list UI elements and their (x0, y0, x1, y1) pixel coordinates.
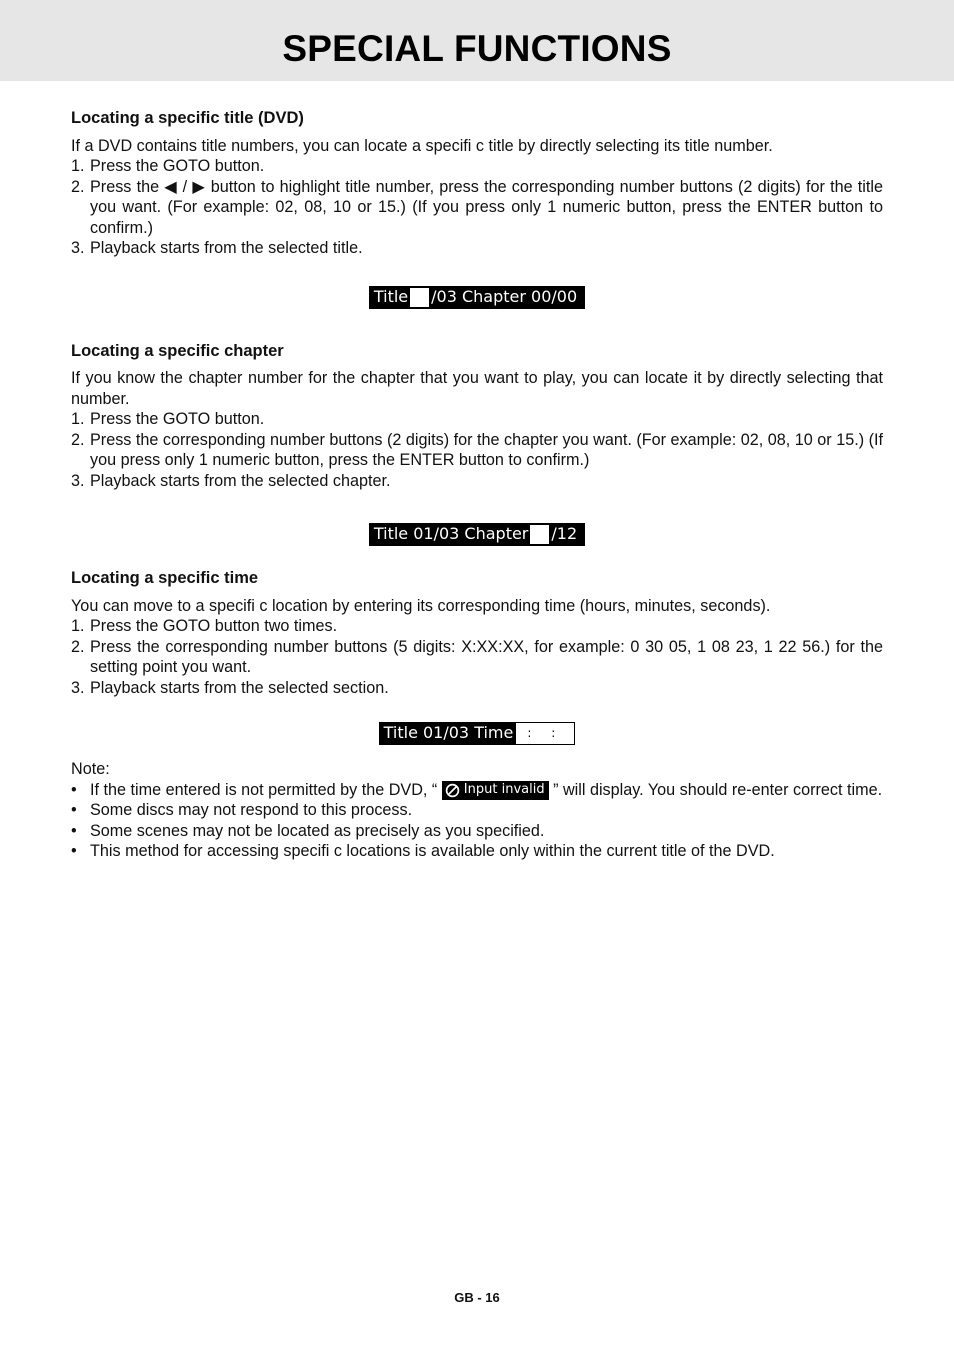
osd-label: Title 01/03 Chapter (373, 524, 529, 544)
section-intro: If a DVD contains title numbers, you can locate a specifi c title by directly selecting its title number. (71, 136, 773, 155)
step-number: 3. (71, 239, 85, 257)
step-item (71, 156, 883, 177)
badge-label: Input invalid (463, 781, 545, 797)
step-list (71, 156, 883, 259)
note-text: ” will display. You should re-enter correct time. (553, 780, 883, 799)
step-number: 2. (71, 637, 85, 656)
section-intro: You can move to a specifi c location by entering its corresponding time (hours, minutes, seconds). (71, 596, 771, 615)
osd-display-wrap (71, 286, 883, 309)
osd-input-field (410, 288, 429, 307)
osd-value: /03 Chapter 00/00 (431, 286, 578, 306)
step-text: Press the GOTO button. (90, 410, 265, 428)
note-item (71, 780, 883, 801)
bullet: • (71, 842, 77, 860)
osd-time-field: : : (516, 723, 574, 744)
step-number: 1. (71, 410, 85, 428)
step-number: 2. (71, 177, 85, 196)
note-list (71, 780, 883, 862)
step-item (71, 177, 883, 239)
osd-label: Title 01/03 Time (383, 723, 514, 743)
bullet: • (71, 821, 77, 840)
section-heading: Locating a specific chapter (71, 341, 284, 360)
osd-title-display (369, 286, 585, 309)
input-invalid-badge (442, 781, 549, 800)
page-title: SPECIAL FUNCTIONS (282, 28, 672, 69)
osd-input-field (530, 525, 549, 544)
note-text: Some discs may not respond to this process. (90, 801, 413, 819)
note-text: This method for accessing specifi c locations is available only within the current title of the DVD. (90, 842, 775, 860)
step-item (71, 430, 883, 471)
osd-display-wrap (71, 722, 883, 745)
bullet: • (71, 780, 77, 799)
page-content (71, 108, 883, 862)
step-text: Playback starts from the selected title. (90, 239, 363, 257)
step-number: 2. (71, 430, 85, 449)
step-number: 1. (71, 617, 85, 635)
page-number: GB - 16 (454, 1290, 500, 1305)
note-text: Some scenes may not be located as precisely as you specified. (90, 821, 545, 840)
step-item (71, 637, 883, 678)
step-number: 1. (71, 157, 85, 175)
bullet: • (71, 801, 77, 819)
note-item (71, 800, 883, 821)
osd-display-wrap (71, 523, 883, 546)
step-item (71, 471, 883, 492)
step-list (71, 616, 883, 698)
step-list (71, 409, 883, 491)
step-text: Press the corresponding number buttons (5 digits: X:XX:XX, for example: 0 30 05, 1 08 23, 1 22 56.) for the setting point you want. (90, 637, 883, 676)
step-number: 3. (71, 678, 85, 697)
step-text: Press the GOTO button. (90, 157, 265, 175)
prohibited-icon (445, 783, 460, 798)
step-text: Press the ◀ / ▶ button to highlight title number, press the corresponding number buttons (2 digits) for the title you want. (For example: 02, 08, 10 or 15.) (If you press only 1 numeric button, press the ENTER button to confirm.) (90, 177, 883, 237)
note-item (71, 841, 883, 862)
section-time-search (71, 568, 883, 745)
step-text: Press the corresponding number buttons (2 digits) for the chapter you want. (For example: 02, 08, 10 or 15.) (If you press only 1 numeric button, press the ENTER button to confirm.) (90, 430, 883, 469)
osd-label: Title (373, 286, 409, 306)
step-text: Playback starts from the selected section. (90, 678, 389, 697)
step-item (71, 616, 883, 637)
section-title-search (71, 108, 883, 309)
osd-time-display (379, 722, 576, 745)
step-item (71, 238, 883, 259)
note-item (71, 821, 883, 842)
note-label: Note: (71, 760, 110, 778)
section-heading: Locating a specific title (DVD) (71, 109, 304, 127)
osd-chapter-display (369, 523, 585, 546)
step-item (71, 409, 883, 430)
page-header (0, 0, 954, 81)
step-text: Playback starts from the selected chapter. (90, 471, 391, 490)
note-text: If the time entered is not permitted by the DVD, “ (90, 780, 438, 799)
step-item (71, 678, 883, 699)
step-number: 3. (71, 471, 85, 490)
note-block (71, 759, 883, 862)
section-heading: Locating a specific time (71, 569, 259, 587)
section-intro: If you know the chapter number for the chapter that you want to play, you can locate it by directly selecting that number. (71, 369, 883, 408)
osd-value: /12 (551, 524, 578, 544)
step-text: Press the GOTO button two times. (90, 617, 338, 635)
section-chapter-search (71, 341, 883, 547)
